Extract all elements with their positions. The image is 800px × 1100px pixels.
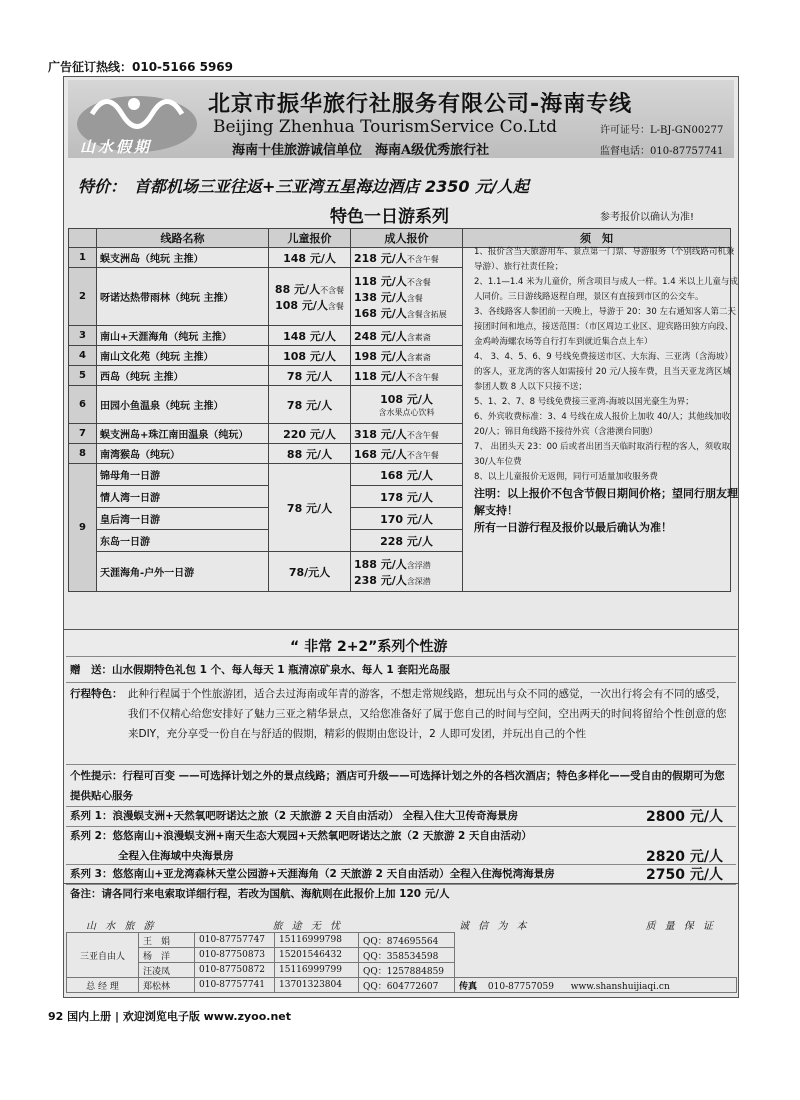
route-num: 9 [69, 464, 97, 592]
ad-hotline: 广告征订热线：010-5166 5969 [48, 60, 234, 74]
manager-label: 总 经 理 [67, 978, 139, 993]
series-title: 特色一日游系列 [330, 207, 449, 227]
slogan: 旅 途 无 忧 [272, 921, 344, 932]
child-price: 108 元/人 [269, 346, 351, 366]
series-2-price: 2820 元/人 [646, 849, 723, 865]
adult-price: 118 元/人 [354, 369, 407, 383]
child-price: 220 元/人 [269, 424, 351, 444]
route-num: 4 [69, 346, 97, 366]
feature-label: 行程特色： [70, 688, 123, 700]
adult-price: 318 元/人 [354, 427, 407, 441]
route-num: 8 [69, 444, 97, 464]
company-name-en: Beijing Zhenhua TourismService Co.Ltd [213, 117, 557, 137]
adult-note: 含素斋 [406, 332, 431, 342]
series-3: 系列 3：悠悠南山+亚龙湾森林天堂公园游+天涯海角（2 天旅游 2 天自由活动）全程入住海悦湾海景房 [70, 868, 555, 880]
special-offer: 特价： 首都机场三亚往返+三亚湾五星海边酒店 2350 元/人起 [78, 177, 529, 196]
route-name: 情人湾一日游 [97, 486, 269, 508]
notice-item: 7、 出团头天 23：00 后或者出团当天临时取消行程的客人，须收取 30/人车位费 [474, 442, 731, 467]
route-name: 天涯海角-户外一日游 [97, 552, 269, 592]
adult-price: 168 元/人 [354, 447, 407, 461]
notice-note: 注明：以上报价不包含节假日期间价格；望同行朋友理解支持！ [474, 487, 738, 517]
reference-note: 参考报价以确认为准! [600, 212, 695, 223]
slogan-bar [66, 917, 736, 931]
child-price: 148 元/人 [269, 248, 351, 268]
adult-note: 不含餐 [406, 277, 431, 287]
route-name: 蜈支洲岛（纯玩 主推） [97, 248, 269, 268]
contact-name: 杨 洋 [139, 948, 195, 963]
adult-price: 168 元/人 [354, 306, 407, 320]
adult-note: 含深潜 [406, 576, 431, 586]
notice-item: 1、报价含当天旅游用车、景点第一门票、导游服务（个别线路司机兼导游）、旅行社责任险； [474, 247, 735, 272]
notice-item: 3、各线路客人参团前一天晚上，导游于 20：30 左右通知客人第二天接团时间和地点，接送范围：（市区周边工业区、迎宾路田独方向段、金鸡岭海螺农场等自行打车到就近集合点上车） [474, 307, 736, 347]
route-num: 7 [69, 424, 97, 444]
notice-item: 6、外宾收费标准：3、4 号线在成人报价上加收 40/人；其他线加收 20/人；锦目角线路不接待外宾（含港澳台同胞） [474, 412, 731, 437]
notice-item: 4、 3、4、5、6、9 号线免费接送市区、大东海、三亚湾（含海坡）的客人，亚龙湾的客人如需接付 20 元/人接车费，且当天亚龙湾区域参团人数 8 人以下只接不送； [474, 352, 733, 392]
child-price: 78 元/人 [269, 386, 351, 424]
notice-item: 8、以上儿童报价无返佣，同行可适量加收服务费 [474, 472, 658, 482]
series-2: 系列 2：悠悠南山+浪漫蜈支洲+南天生态大观园+天然氧吧呀诺达之旅（2 天旅游 2 天自由活动） [70, 830, 532, 842]
adult-note: 含餐含拓展 [406, 309, 447, 319]
adult-note: 不含午餐 [406, 254, 439, 264]
contact-mobile: 15116999799 [275, 963, 359, 978]
contact-name: 王 娟 [139, 933, 195, 948]
gift-text: 赠 送：山水假期特色礼包 1 个、每人每天 1 瓶清凉矿泉水、每人 1 套阳光岛服 [70, 664, 450, 676]
adult-price: 198 元/人 [354, 349, 407, 363]
feature-text: 此种行程属于个性旅游团，适合去过海南或年青的游客，不想走常规线路，想玩出与众不同的感觉，一次出行将会有不同的感受，我们不仅精心给您安排好了魅力三亚之精华景点，又给您准备好了属于您自己的时间与空间，空出两天的时间将留给个性创意的您来DIY，充分享受一份自在与舒适的假期，精彩的假期由您设计，2 人即可发团，并玩出自己的个性 [128, 688, 727, 740]
slogan: 诚 信 为 本 [458, 921, 530, 932]
route-num: 1 [69, 248, 97, 268]
child-note: 含餐 [327, 301, 344, 311]
contact-qq: QQ：1257884859 [359, 963, 455, 978]
route-name: 南湾猴岛（纯玩） [97, 444, 269, 464]
website-link[interactable]: www.shanshuijiaqi.cn [570, 981, 670, 992]
adult-price: 168 元/人 [351, 464, 463, 486]
manager-mobile: 13701323804 [275, 978, 359, 993]
manager-qq: QQ：604772607 [359, 978, 455, 993]
contacts-table [66, 932, 737, 993]
page-footer: 92 国内上册 | 欢迎浏览电子版 www.zyoo.net [48, 1010, 292, 1023]
adult-price: 118 元/人 [354, 274, 407, 288]
route-num: 3 [69, 326, 97, 346]
license-number: 许可证号：L-BJ-GN00277 [600, 125, 724, 136]
route-name: 锦母角一日游 [97, 464, 269, 486]
adult-price: 138 元/人 [354, 290, 407, 304]
contact-mobile: 15201546432 [275, 948, 359, 963]
route-name: 蜈支洲岛+珠江南田温泉（纯玩） [97, 424, 269, 444]
fax-label: 传真 [459, 981, 478, 992]
contact-tel: 010-87750872 [195, 963, 275, 978]
route-name: 东岛一日游 [97, 530, 269, 552]
adult-note: 不含午餐 [406, 430, 439, 440]
route-name: 呀诺达热带雨林（纯玩 主推） [97, 268, 269, 326]
route-num: 2 [69, 268, 97, 326]
adult-note: 不含午餐 [406, 450, 439, 460]
group-label: 三亚自由人 [67, 933, 139, 978]
col-num [69, 229, 97, 248]
logo-text: 山水假期 [80, 138, 153, 156]
adult-price: 228 元/人 [351, 530, 463, 552]
child-price: 78 元/人 [269, 366, 351, 386]
child-price: 108 元/人 [275, 298, 328, 312]
contact-mobile: 15116999798 [275, 933, 359, 948]
slogan: 山 水 旅 游 [86, 921, 157, 932]
series-2-hotel: 全程入住海域中央海景房 [118, 850, 234, 862]
remark-text: 备注：请各同行来电索取详细行程，若改为国航、海航则在此报价上加 120 元/人 [70, 888, 450, 900]
contact-qq: QQ：358534598 [359, 948, 455, 963]
child-price: 78/元人 [269, 552, 351, 592]
col-name: 线路名称 [97, 229, 269, 248]
series-1: 系列 1：浪漫蜈支洲+天然氧吧呀诺达之旅（2 天旅游 2 天自由活动） 全程入住大卫传奇海景房 [70, 810, 518, 822]
adult-note: 含素斋 [406, 352, 431, 362]
route-name: 南山文化苑（纯玩 主推） [97, 346, 269, 366]
contact-qq: QQ：874695564 [359, 933, 455, 948]
child-price: 88 元/人 [274, 282, 321, 296]
route-num: 6 [69, 386, 97, 424]
notice-note: 所有一日游行程及报价以最后确认为准！ [474, 521, 672, 534]
supervision-phone: 监督电话：010-87757741 [600, 146, 724, 157]
company-name-cn: 北京市振华旅行社服务有限公司-海南专线 [208, 92, 633, 117]
adult-price: 218 元/人 [354, 251, 407, 265]
child-price: 88 元/人 [269, 444, 351, 464]
route-name: 田园小鱼温泉（纯玩 主推） [97, 386, 269, 424]
child-price: 78 元/人 [269, 464, 351, 552]
contact-name: 汪凌凤 [139, 963, 195, 978]
series-3-price: 2750 元/人 [646, 867, 723, 883]
adult-note: 含水果点心饮料 [378, 408, 435, 417]
contact-tel: 010-87750873 [195, 948, 275, 963]
child-price: 148 元/人 [269, 326, 351, 346]
adult-note: 含浮潜 [406, 560, 431, 570]
manager-tel: 010-87757741 [195, 978, 275, 993]
adult-price: 248 元/人 [354, 329, 407, 343]
fax-number: 010-87757059 [487, 981, 554, 992]
tip-text: 个性提示：行程可百变 ——可选择计划之外的景点线路；酒店可升级——可选择计划之外的各档次酒店；特色多样化——受自由的假期可为您提供贴心服务 [70, 770, 725, 802]
slogan: 质 量 保 证 [645, 921, 716, 932]
notice-item: 5、1、2、7、8 号线免费接三亚湾-海坡以国光豪生为界； [474, 397, 694, 407]
notice-list [474, 245, 738, 536]
adult-price: 170 元/人 [351, 508, 463, 530]
adult-price: 178 元/人 [351, 486, 463, 508]
child-note: 不含餐 [320, 285, 345, 295]
notice-item: 2、1.1—1.4 米为儿童价，所含项目与成人一样。1.4 米以上儿童与成人同价。三日游线路返程自理，景区有直接到市区的公交车。 [474, 277, 738, 302]
honor-text: 海南十佳旅游诚信单位 海南A级优秀旅行社 [232, 143, 490, 158]
route-num: 5 [69, 366, 97, 386]
col-child: 儿童报价 [269, 229, 351, 248]
route-name: 西岛（纯玩 主推） [97, 366, 269, 386]
section-title: “ 非常 2+2”系列个性游 [290, 639, 448, 655]
adult-price: 238 元/人 [354, 573, 407, 587]
adult-price: 188 元/人 [354, 557, 407, 571]
col-notice: 须 知 [463, 229, 731, 248]
adult-price: 108 元/人 [380, 393, 433, 406]
contact-tel: 010-87757747 [195, 933, 275, 948]
col-adult: 成人报价 [351, 229, 463, 248]
adult-note: 含餐 [406, 293, 423, 303]
manager-name: 郑松林 [139, 978, 195, 993]
series-1-price: 2800 元/人 [646, 809, 723, 825]
route-name: 南山+天涯海角（纯玩 主推） [97, 326, 269, 346]
route-name: 皇后湾一日游 [97, 508, 269, 530]
adult-note: 不含午餐 [406, 372, 439, 382]
